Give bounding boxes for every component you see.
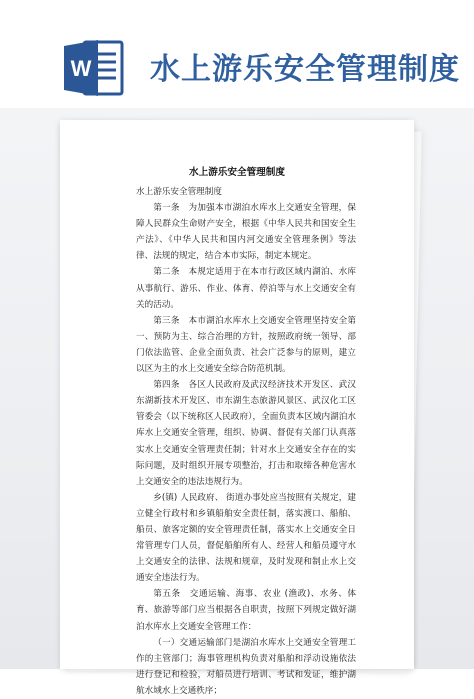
document-title: 水上游乐安全管理制度 bbox=[189, 167, 285, 178]
paragraph-article-3: 第三条 本市湖泊水库水上交通安全管理坚持安全第一、预防为主、综合治理的方针，按照政府统一领导、部门依法监管、企业全面负责、社会广泛参与的原则，建立以区为主的水上交通安全综合防范机制。 bbox=[136, 315, 356, 375]
document-page bbox=[60, 120, 414, 696]
banner-header bbox=[0, 0, 474, 108]
paragraph-article-1: 第一条 为加强本市湖泊水库水上交通安全管理，保障人民群众生命财产安全，根据《中华人民共和国安全生产法》、《中华人民共和国内河交通安全管理条例》等法律、法规的规定，结合本市实际，制定本规定。 bbox=[136, 203, 356, 262]
word-icon-letter: W bbox=[70, 56, 92, 81]
document-subtitle: 水上游乐安全管理制度 bbox=[136, 187, 222, 197]
paragraph-article-4: 第四条 各区人民政府及武汉经济技术开发区、武汉东湖新技术开发区、市东湖生态旅游风景区、武汉化工区管委会（以下统称区人民政府），全面负责本区域内湖泊水库水上交通安全管理，组织、协调、督促有关部门认真落实水上交通安全管理责任制；针对水上交通安全存在的实际问题，及时组织开展专项整治，打击和取缔各种危害水上交通安全的违法违规行为。 bbox=[136, 380, 356, 487]
word-document-icon bbox=[62, 38, 124, 98]
document-body bbox=[136, 184, 356, 699]
paragraph-township-duty: 乡(镇) 人民政府、 街道办事处应当按照有关规定，建立健全行政村和乡镇船舶安全责任制，落实渡口、船舶、船员、旅客定额的安全管理责任制，落实水上交通安全日常管理专门人员，督促船舶所有人、经营人和船员遵守水上交通安全的法律、法规和规章，及时发现和制止水上交通安全违法行为。 bbox=[136, 492, 356, 584]
paragraph-article-2: 第二条 本规定适用于在本市行政区域内湖泊、水库从事航行、游乐、作业、体育、停泊等与水上交通安全有关的活动。 bbox=[136, 267, 356, 310]
paragraph-article-5: 第五条 交通运输、海事、农业 (渔政)、水务、体育、旅游等部门应当根据各自职责，按照下列规定做好湖泊水库水上交通安全管理工作： bbox=[136, 589, 356, 632]
paragraph-item-1: （一）交通运输部门是湖泊水库水上交通安全管理工作的主管部门；海事管理机构负责对船舶和浮动设施依法进行登记和检验，对船员进行培训、考试和发证，维护湖航水域水上交通秩序； bbox=[136, 637, 356, 696]
banner-title: 水上游乐安全管理制度 bbox=[150, 52, 460, 87]
